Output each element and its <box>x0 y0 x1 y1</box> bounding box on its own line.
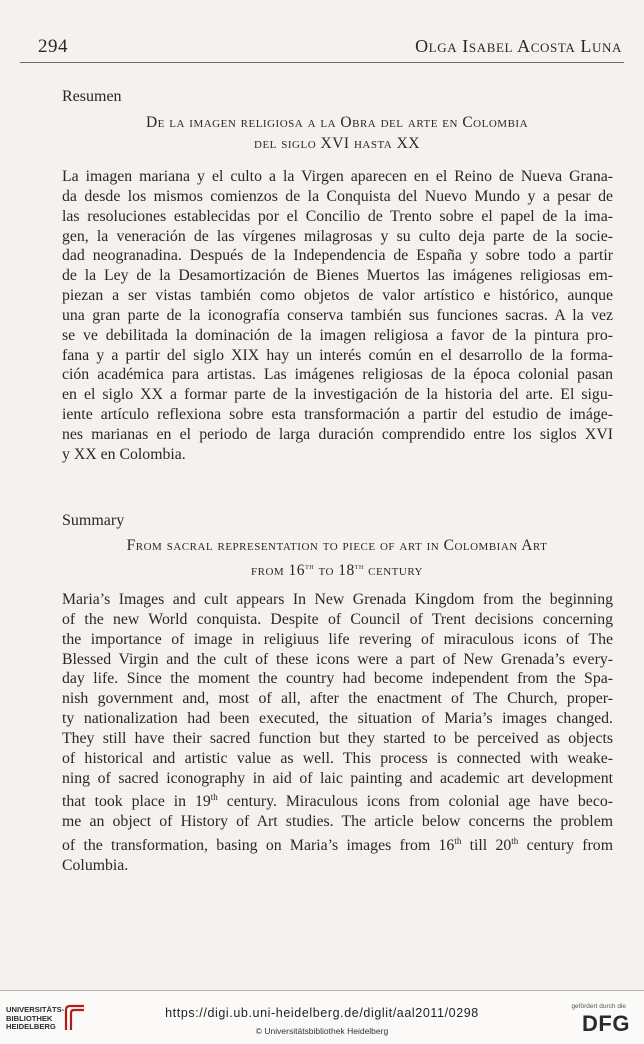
summary-line: Maria’s Images and cult appears In New Grenada Kingdom from the beginning <box>62 591 613 608</box>
summary-line: They still have their sacred function but they started to be perceived as objects <box>62 729 613 747</box>
resumen-line: dad neogranadina. Después de la Independencia de España y sobre todo a partir <box>62 247 613 265</box>
resumen-title <box>62 112 612 154</box>
resumen-line: nes marianas en el periodo de larga duración comprendido entre los siglos XVI <box>62 425 613 443</box>
resumen-line: de la Ley de la Desamortización de Bienes Muertos las imágenes religiosas em- <box>62 267 613 285</box>
resumen-line: fana y a partir del siglo XIX hay un interés común en el desarrollo de la forma- <box>62 346 613 364</box>
resumen-body <box>62 167 613 465</box>
resumen-line: da desde los mismos comienzos de la Conquista del Nuevo Mundo y a pesar de <box>62 187 613 205</box>
summary-line: me an object of History of Art studies. The article below concerns the problem <box>62 813 613 831</box>
page-number: 294 <box>38 36 68 57</box>
resumen-line: en el siglo XX a formar parte de la investigación de la historia del arte. El sigu- <box>62 386 613 404</box>
summary-line: of historical and artistic value as well. This process is connected with weake- <box>62 749 613 767</box>
resumen-line: La imagen mariana y el culto a la Virgen aparecen en el Reino de Nueva Grana- <box>62 168 613 185</box>
summary-line: the importance of image in religiuus life revering of miraculous icons of The <box>62 630 613 648</box>
resumen-line: ción académica para artistas. Las imágenes religiosas de la época colonial pasan <box>62 366 613 384</box>
summary-line: of the new World conquista. Despite of Council of Trent decisions concerning <box>62 610 613 628</box>
summary-line: Blessed Virgin and the cult of these icons were a part of New Grenada’s every- <box>62 650 613 668</box>
header-rule <box>20 62 624 63</box>
resumen-line: iente artículo reflexiona sobre esta transformación a partir del estudio de imáge- <box>62 406 613 424</box>
resumen-line: y XX en Colombia. <box>62 445 186 463</box>
summary-line: ning of sacred iconography in aid of laic painting and academic art development <box>62 769 613 787</box>
library-logo-line: HEIDELBERG <box>6 1022 56 1032</box>
library-logo-line: BIBLIOTHEK <box>6 1013 53 1023</box>
library-logo-line: UNIVERSITÄTS- <box>6 1005 65 1014</box>
summary-title-line2: from 16th to 18th century <box>251 561 423 579</box>
summary-line: day life. Since the moment the country had become independent from the Spa- <box>62 670 613 688</box>
resumen-line: gen, la veneración de las vírgenes milagrosas y su culto deja parte de la socie- <box>62 227 613 245</box>
resumen-line: se ve debilitada la dominación de la imagen religiosa a favor de la pintura pro- <box>62 326 613 344</box>
summary-line: nish government and, most of all, after the enactment of The Church, proper- <box>62 690 613 708</box>
copyright-notice: © Universitätsbibliothek Heidelberg <box>255 1026 389 1036</box>
sponsor-caption: gefördert durch die <box>571 1003 626 1010</box>
resumen-title-line1: De la imagen religiosa a la Obra del arte en Colombia <box>145 114 529 131</box>
dfg-logo[interactable]: DFG <box>582 1011 630 1036</box>
summary-body <box>62 590 613 876</box>
resumen-title-line2: del siglo XVI hasta XX <box>254 135 420 152</box>
summary-title-line1: From sacral representation to piece of art in Colombian Art <box>126 537 548 554</box>
resumen-label: Resumen <box>62 88 122 105</box>
resumen-line: una gran parte de la iconografía conserva también sus funciones sacras. A la vez <box>62 306 613 324</box>
resumen-line: las resoluciones establecidas por el Concilio de Trento sobre el papel de la ima- <box>62 207 613 225</box>
summary-line: that took place in 19th century. Miraculous icons from colonial age have beco- <box>62 792 613 811</box>
running-head: Olga Isabel Acosta Luna <box>415 36 622 56</box>
summary-line: ty nationalization had been executed, the situation of Maria’s images changed. <box>62 710 613 728</box>
summary-label: Summary <box>62 512 125 529</box>
summary-line: of the transformation, basing on Maria’s images from 16th till 20th century from <box>62 836 613 855</box>
summary-title <box>62 535 612 581</box>
resumen-line: piezan a ser vistas también como objetos de valor artístico e histórico, aunque <box>62 287 613 305</box>
summary-line: Columbia. <box>62 856 129 874</box>
digital-object-link[interactable]: https://digi.ub.uni-heidelberg.de/diglit/aal2011/0298 <box>165 1006 479 1020</box>
